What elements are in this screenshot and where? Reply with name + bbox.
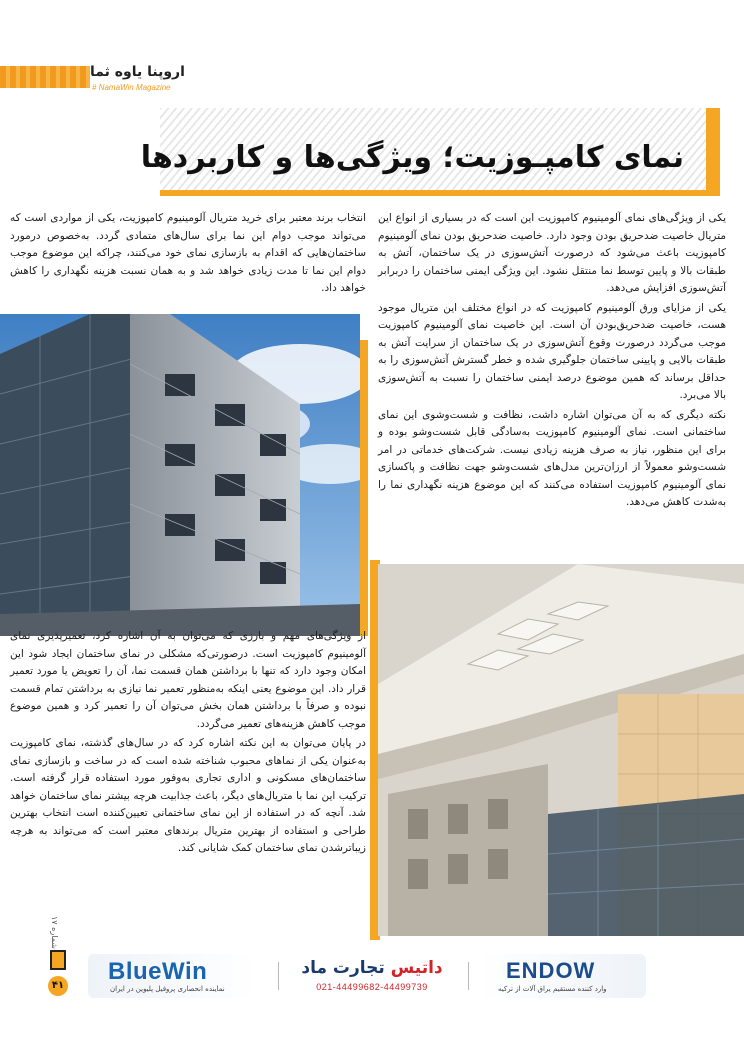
- datis-logo[interactable]: [294, 958, 450, 978]
- article-column-right: [378, 210, 726, 514]
- paragraph: یکی از ویژگی‌های نمای آلومینیوم کامپوزیت این است که در بسیاری از انواع این متریال خاصیت ضدحریق بودن وجود دارد. خاصیت ضدحریق بودن نمای آلومینیوم کامپوزیت باعث می‌شود که درصورت آتش‌سوزی در یک ساختمان، آتش به طبقات بالا و پایین توسط نما منتقل نشود. این ویژگی ایمنی ساختمان را دربرابر آتش‌سوزی افزایش می‌دهد.: [378, 212, 726, 294]
- endow-tagline: وارد کننده مستقیم یراق آلات از ترکیه: [498, 985, 607, 993]
- magazine-icon: [50, 950, 66, 970]
- bluewin-tagline: نماینده انحصاری پروفیل پلیوین در ایران: [110, 985, 225, 993]
- article-column-left-top: [10, 210, 366, 300]
- endow-logo[interactable]: ENDOW: [506, 958, 596, 983]
- magazine-logo: [0, 64, 200, 96]
- ad-divider: [278, 962, 279, 990]
- page-number: ۴۱: [48, 976, 68, 996]
- bluewin-logo[interactable]: BlueWin: [108, 958, 208, 985]
- page-number-strip: [48, 910, 68, 1000]
- paragraph: از ویژگی‌های مهم و بارزی که می‌توان به آن اشاره کرد، تعمیرپذیری نمای آلومینیوم کامپوزیت است. درصورتی‌که مشکلی در نمای ساختمان ایجاد شود این امکان وجود دارد که تنها با برداشتن همان قسمت نما، آن را تعویض یا مورد تعمیر قرار داد. این موضوع یعنی اینکه به‌منظور تعمیر نما نیازی به برداشتن تمام قسمت نبوده و صرفاً با برداشتن همان بخش می‌توان آن را تعمیر کرد و همین موضوع موجب کاهش هزینه‌های تعمیر می‌گردد.: [10, 630, 366, 730]
- article-title: نمای کامپـوزیت؛ ویژگی‌ها و کاربردها: [140, 140, 684, 175]
- paragraph: انتخاب برند معتبر برای خرید متریال آلومینیوم کامپوزیت، یکی از مواردی است که می‌تواند موجب دوام این نما برای سال‌های متمادی گردد. به‌خصوص درمورد ساختمان‌هایی که اقدام به بازسازی نمای خود می‌کنند، چراکه این موضوع موجب دوام این نما تا مدت زیادی خواهد شد و به همان نسبت هزینه نگهداری را کاهش خواهد داد.: [10, 212, 366, 294]
- article-column-left-bottom: [10, 628, 366, 860]
- banner-accent-bottom: [160, 190, 720, 196]
- title-banner: [140, 108, 720, 196]
- logo-text: اروپنا یاوه ثما: [90, 64, 185, 80]
- banner-accent-right: [706, 108, 720, 196]
- paragraph: در پایان می‌توان به این نکته اشاره کرد که در سال‌های گذشته، نمای کامپوزیت به‌عنوان یکی از نماهای محبوب شناخته شده است که در ساخت و بازسازی نمای ساختمان‌های مسکونی و اداری تجاری به‌وفور مورد استفاده قرار گرفته است. ترکیب این نما با متریال‌های دیگر، باعث جذابیت هرچه بیشتر نمای ساختمان خواهد شد. آنچه که در استفاده از این نمای ساختمانی تعیین‌کننده است انتخاب بهترین طراحی و استفاده از بهترین متریال برندهای معتبر است که می‌تواند به هرچه زیباترشدن نمای ساختمان کمک شایانی کند.: [10, 737, 366, 854]
- issue-number: شماره ۱۷: [50, 916, 59, 949]
- datis-phone: 021-44499682-44499739: [316, 982, 428, 992]
- logo-stripe: [0, 66, 90, 88]
- logo-subtitle: # NamaWin Magazine: [92, 83, 171, 92]
- building-photo-right: [378, 564, 744, 936]
- datis-name: داتیس: [390, 958, 443, 978]
- datis-name-suffix: تجارت ماد: [301, 958, 391, 978]
- building-photo-left: [0, 314, 360, 636]
- ad-divider: [468, 962, 469, 990]
- paragraph: نکته دیگری که به آن می‌توان اشاره داشت، نظافت و شست‌وشوی این نمای ساختمانی است. نمای آلومینیوم کامپوزیت به‌سادگی قابل شست‌وشو بوده و برای این منظور، نیاز به صرف هزینه زیادی نیست. شرکت‌های خدماتی در امر شست‌وشو معمولاً از ارزان‌ترین مدل‌های شست‌وشو جهت نظافت و پاکسازی نمای آلومینیوم کامپوزیت استفاده می‌کنند که این موضوع هزینه نگهداری نما را به‌شدت کاهش می‌دهد.: [378, 408, 726, 508]
- paragraph: یکی از مزایای ورق آلومینیوم کامپوزیت که در انواع مختلف این متریال موجود هست، خاصیت ضدحریق‌بودن آن است. این خاصیت نمای آلومینیوم کامپوزیت موجب می‌گردد درصورت وقوع آتش‌سوزی در یک ساختمان از سرایت آتش به طبقات بالایی و پایینی ساختمان جلوگیری شده و خطر گسترش آتش‌سوزی را به حداقل برساند که همین موضوع درصد ایمنی ساختمان را نسبت به آتش‌سوزی بالا می‌برد.: [378, 301, 726, 401]
- advertisement-banner[interactable]: [88, 954, 646, 998]
